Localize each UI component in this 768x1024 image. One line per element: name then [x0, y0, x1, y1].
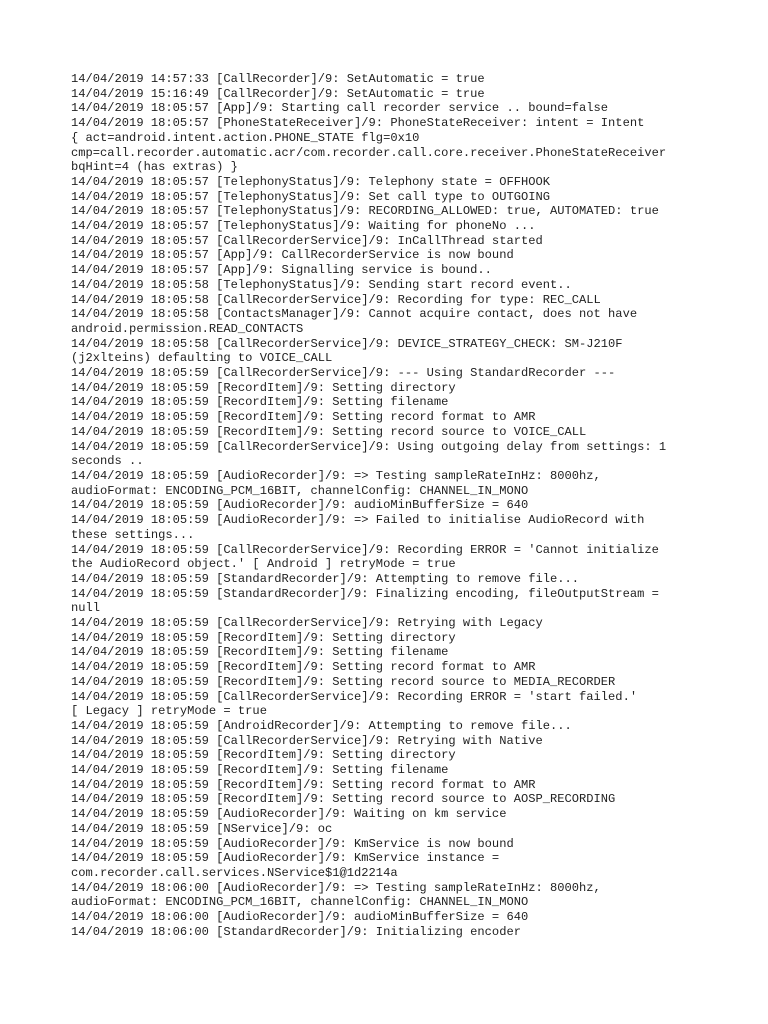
log-line: 14/04/2019 18:05:59 [AndroidRecorder]/9: Attempting to remove file... [71, 718, 572, 733]
log-line: 14/04/2019 18:05:59 [RecordItem]/9: Setting directory [71, 380, 456, 395]
log-line: 14/04/2019 18:05:59 [RecordItem]/9: Setting directory [71, 630, 456, 645]
log-line: 14/04/2019 18:05:59 [AudioRecorder]/9: KmService instance = [71, 851, 500, 866]
log-line: 14/04/2019 18:05:59 [RecordItem]/9: Setting record source to AOSP_RECORDING [71, 792, 616, 807]
log-line: 14/04/2019 18:05:59 [RecordItem]/9: Setting record format to AMR [71, 777, 536, 792]
log-line: 14/04/2019 18:05:57 [TelephonyStatus]/9: Telephony state = OFFHOOK [71, 174, 550, 189]
log-line: 14/04/2019 14:57:33 [CallRecorder]/9: SetAutomatic = true [71, 72, 485, 86]
log-line: [ Legacy ] retryMode = true [71, 704, 267, 719]
log-line: 14/04/2019 18:05:59 [AudioRecorder]/9: audioMinBufferSize = 640 [71, 498, 529, 513]
log-line: 14/04/2019 18:06:00 [AudioRecorder]/9: audioMinBufferSize = 640 [71, 910, 529, 925]
log-line: 14/04/2019 18:05:59 [RecordItem]/9: Setting record format to AMR [71, 410, 536, 425]
log-line: 14/04/2019 18:05:57 [TelephonyStatus]/9: Waiting for phoneNo ... [71, 219, 536, 234]
log-line: 14/04/2019 18:05:59 [StandardRecorder]/9: Finalizing encoding, fileOutputStream = [71, 586, 659, 601]
log-line: 14/04/2019 18:05:59 [CallRecorderService]/9: Recording ERROR = 'start failed.' [71, 689, 638, 704]
log-line: audioFormat: ENCODING_PCM_16BIT, channelConfig: CHANNEL_IN_MONO [71, 483, 529, 498]
log-line: 14/04/2019 18:05:59 [RecordItem]/9: Setting filename [71, 763, 449, 778]
log-document [71, 72, 701, 939]
log-line: 14/04/2019 18:05:59 [RecordItem]/9: Setting record format to AMR [71, 660, 536, 675]
log-line: 14/04/2019 18:05:59 [CallRecorderService]/9: Retrying with Legacy [71, 616, 543, 631]
log-line: 14/04/2019 18:05:59 [RecordItem]/9: Setting directory [71, 748, 456, 763]
log-line: 14/04/2019 18:06:00 [AudioRecorder]/9: => Testing sampleRateInHz: 8000hz, [71, 880, 601, 895]
log-line: 14/04/2019 18:05:59 [AudioRecorder]/9: Waiting on km service [71, 807, 507, 822]
log-line: 14/04/2019 18:05:59 [RecordItem]/9: Setting record source to MEDIA_RECORDER [71, 674, 616, 689]
log-line: 14/04/2019 18:05:59 [RecordItem]/9: Setting filename [71, 645, 449, 660]
log-line: 14/04/2019 18:05:59 [RecordItem]/9: Setting record source to VOICE_CALL [71, 424, 587, 439]
log-line: 14/04/2019 18:05:57 [PhoneStateReceiver]/9: PhoneStateReceiver: intent = Intent [71, 116, 645, 131]
log-line: null [71, 601, 101, 616]
log-line: 14/04/2019 18:05:58 [CallRecorderService]/9: Recording for type: REC_CALL [71, 292, 601, 307]
log-line: 14/04/2019 15:16:49 [CallRecorder]/9: SetAutomatic = true [71, 86, 485, 101]
log-line: { act=android.intent.action.PHONE_STATE flg=0x10 [71, 130, 420, 145]
log-line: 14/04/2019 18:05:57 [App]/9: CallRecorderService is now bound [71, 248, 514, 263]
log-line: 14/04/2019 18:05:59 [NService]/9: oc [71, 821, 333, 836]
log-line: (j2xlteins) defaulting to VOICE_CALL [71, 351, 333, 366]
log-line: 14/04/2019 18:05:57 [App]/9: Starting call recorder service .. bound=false [71, 101, 609, 116]
log-line: cmp=call.recorder.automatic.acr/com.recorder.call.core.receiver.PhoneStateReceiver [71, 145, 667, 160]
log-line: 14/04/2019 18:05:59 [AudioRecorder]/9: => Testing sampleRateInHz: 8000hz, [71, 468, 601, 483]
log-line: 14/04/2019 18:05:57 [App]/9: Signalling service is bound.. [71, 263, 492, 278]
log-line: 14/04/2019 18:05:59 [CallRecorderService]/9: --- Using StandardRecorder --- [71, 366, 616, 381]
log-line: 14/04/2019 18:05:57 [TelephonyStatus]/9: RECORDING_ALLOWED: true, AUTOMATED: true [71, 204, 659, 219]
log-line: 14/04/2019 18:05:57 [TelephonyStatus]/9: Set call type to OUTGOING [71, 189, 550, 204]
log-line: 14/04/2019 18:05:59 [RecordItem]/9: Setting filename [71, 395, 449, 410]
log-line: 14/04/2019 18:05:59 [CallRecorderService]/9: Recording ERROR = 'Cannot initialize [71, 542, 659, 557]
log-line: 14/04/2019 18:05:59 [StandardRecorder]/9: Attempting to remove file... [71, 571, 580, 586]
log-line: 14/04/2019 18:05:58 [TelephonyStatus]/9: Sending start record event.. [71, 277, 572, 292]
log-line: 14/04/2019 18:05:57 [CallRecorderService]/9: InCallThread started [71, 233, 543, 248]
log-line: these settings... [71, 527, 195, 542]
log-line: seconds .. [71, 454, 144, 469]
log-line: android.permission.READ_CONTACTS [71, 321, 304, 336]
log-line: 14/04/2019 18:05:58 [CallRecorderService]/9: DEVICE_STRATEGY_CHECK: SM-J210F [71, 336, 623, 351]
log-line: com.recorder.call.services.NService$1@1d2214a [71, 865, 398, 880]
log-line: 14/04/2019 18:06:00 [StandardRecorder]/9: Initializing encoder [71, 924, 521, 939]
log-line: 14/04/2019 18:05:59 [CallRecorderService]/9: Retrying with Native [71, 733, 543, 748]
log-line: audioFormat: ENCODING_PCM_16BIT, channelConfig: CHANNEL_IN_MONO [71, 895, 529, 910]
log-line: bqHint=4 (has extras) } [71, 160, 238, 175]
log-line: 14/04/2019 18:05:58 [ContactsManager]/9: Cannot acquire contact, does not have [71, 307, 638, 322]
log-line: 14/04/2019 18:05:59 [CallRecorderService]/9: Using outgoing delay from settings: 1 [71, 439, 667, 454]
log-line: 14/04/2019 18:05:59 [AudioRecorder]/9: KmService is now bound [71, 836, 514, 851]
log-line: the AudioRecord object.' [ Android ] retryMode = true [71, 557, 456, 572]
log-line: 14/04/2019 18:05:59 [AudioRecorder]/9: => Failed to initialise AudioRecord with [71, 513, 645, 528]
